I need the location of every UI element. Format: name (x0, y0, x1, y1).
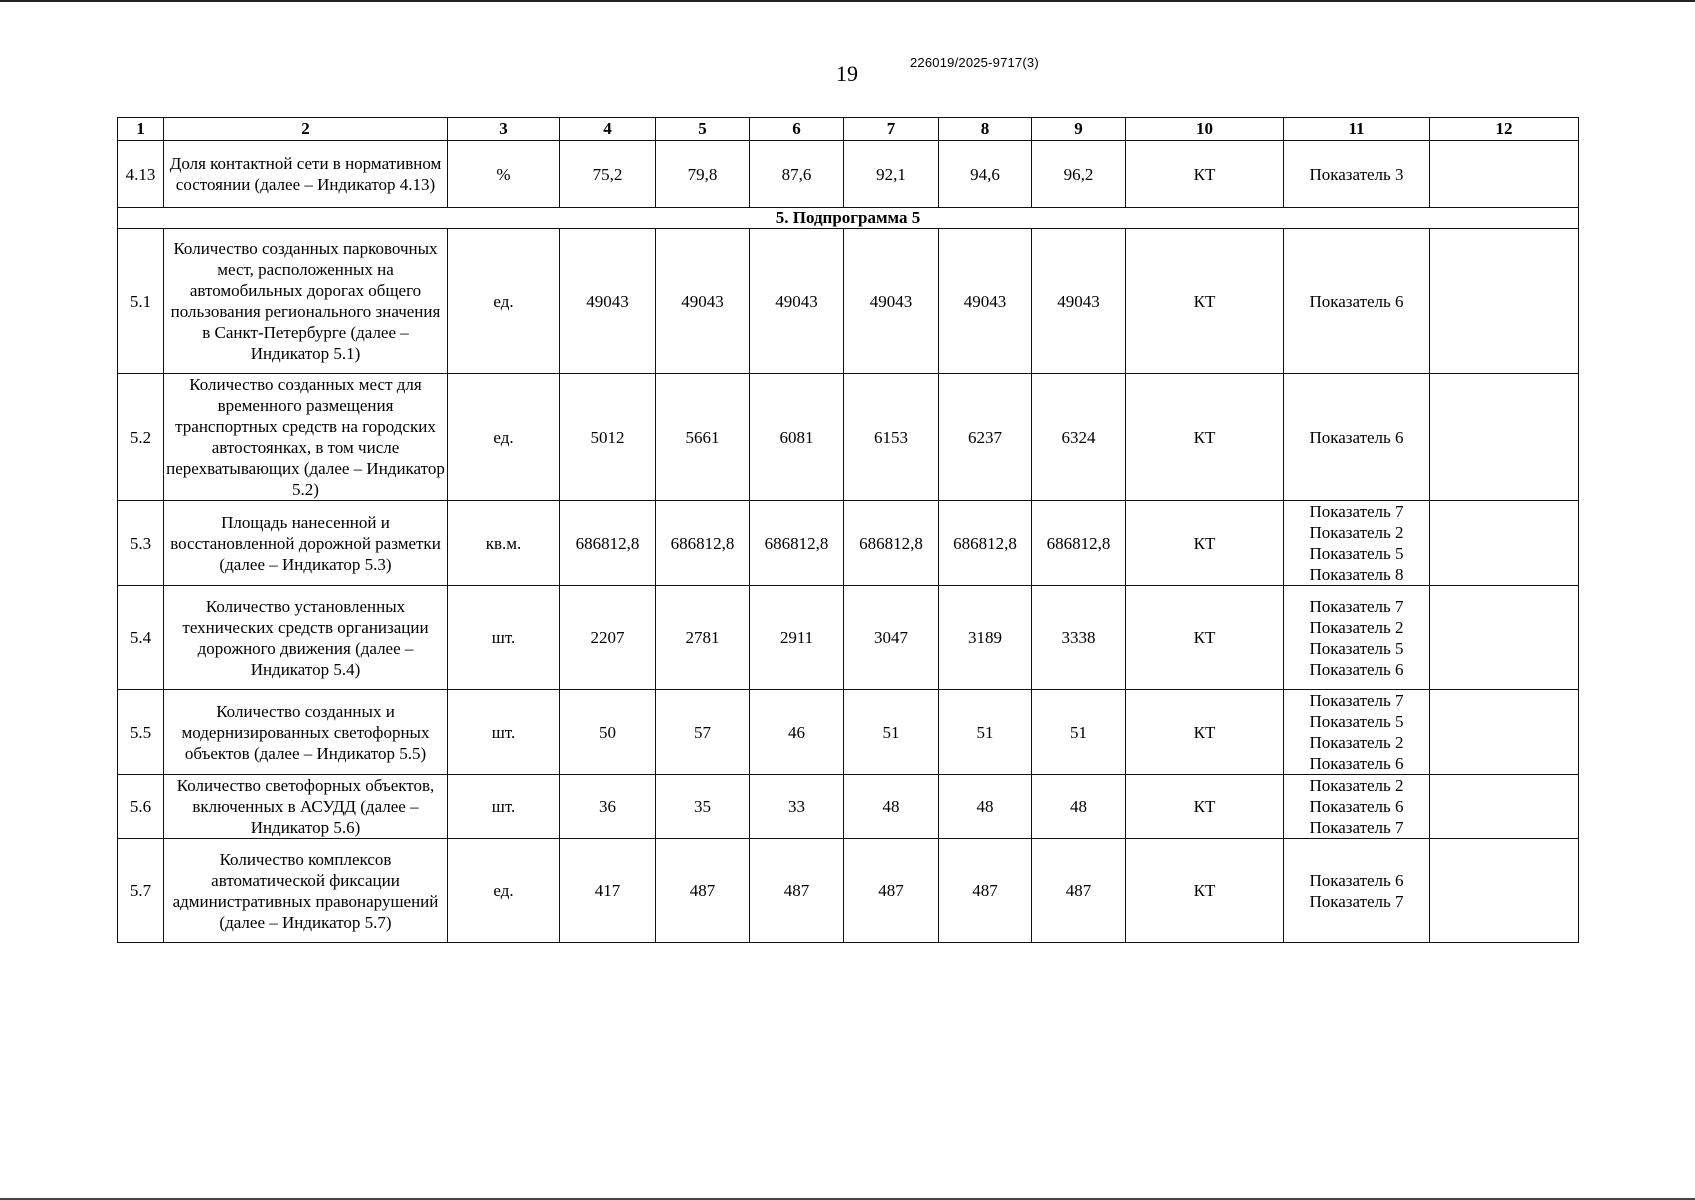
value-col-4: 75,2 (560, 141, 656, 208)
unit-of-measure: шт. (448, 775, 560, 839)
column-header-12: 12 (1430, 118, 1579, 141)
column-header-6: 6 (750, 118, 844, 141)
value-col-5: 487 (656, 839, 750, 943)
value-col-8: 48 (939, 775, 1032, 839)
linked-indicator: Показатель 5 (1309, 544, 1404, 563)
document-registration-number: 226019/2025-9717(3) (910, 55, 1039, 70)
value-col-7: 48 (844, 775, 939, 839)
value-col-6: 686812,8 (750, 501, 844, 586)
row-number: 5.4 (118, 586, 164, 690)
value-col-7: 92,1 (844, 141, 939, 208)
value-col-8: 3189 (939, 586, 1032, 690)
value-col-9: 51 (1032, 690, 1126, 775)
column-12-cell (1430, 775, 1579, 839)
indicator-type: КТ (1126, 501, 1284, 586)
section-title: 5. Подпрограмма 5 (118, 208, 1579, 229)
value-col-4: 50 (560, 690, 656, 775)
value-col-7: 487 (844, 839, 939, 943)
indicator-name: Количество установленных технических средств организации дорожного движения (далее – Индикатор 5.4) (164, 586, 448, 690)
value-col-6: 487 (750, 839, 844, 943)
value-col-4: 417 (560, 839, 656, 943)
linked-indicators (1284, 775, 1430, 839)
column-number-row (118, 118, 1579, 141)
value-col-6: 46 (750, 690, 844, 775)
linked-indicators (1284, 374, 1430, 501)
row-number: 5.5 (118, 690, 164, 775)
indicator-name: Количество созданных мест для временного размещения транспортных средств на городских автостоянках, в том числе перехватывающих (далее – Индикатор 5.2) (164, 374, 448, 501)
value-col-5: 5661 (656, 374, 750, 501)
value-col-8: 686812,8 (939, 501, 1032, 586)
column-header-5: 5 (656, 118, 750, 141)
value-col-7: 51 (844, 690, 939, 775)
section-row (118, 208, 1579, 229)
value-col-9: 48 (1032, 775, 1126, 839)
indicator-type: КТ (1126, 839, 1284, 943)
value-col-8: 49043 (939, 229, 1032, 374)
column-header-7: 7 (844, 118, 939, 141)
linked-indicator: Показатель 7 (1309, 596, 1404, 616)
value-col-9: 96,2 (1032, 141, 1126, 208)
value-col-9: 6324 (1032, 374, 1126, 501)
unit-of-measure: ед. (448, 374, 560, 501)
linked-indicators (1284, 690, 1430, 775)
table-row (118, 690, 1579, 775)
linked-indicator: Показатель 6 (1309, 797, 1404, 816)
value-col-5: 57 (656, 690, 750, 775)
value-col-5: 49043 (656, 229, 750, 374)
column-12-cell (1430, 839, 1579, 943)
column-header-9: 9 (1032, 118, 1126, 141)
indicator-type: КТ (1126, 374, 1284, 501)
indicator-type: КТ (1126, 775, 1284, 839)
indicator-type: КТ (1126, 141, 1284, 208)
table-body (118, 141, 1579, 943)
linked-indicator: Показатель 3 (1309, 164, 1404, 184)
value-col-5: 79,8 (656, 141, 750, 208)
unit-of-measure: кв.м. (448, 501, 560, 586)
row-number: 5.3 (118, 501, 164, 586)
unit-of-measure: шт. (448, 586, 560, 690)
column-header-4: 4 (560, 118, 656, 141)
column-12-cell (1430, 229, 1579, 374)
linked-indicator: Показатель 6 (1309, 870, 1404, 890)
indicator-name: Количество комплексов автоматической фиксации административных правонарушений (далее – Индикатор 5.7) (164, 839, 448, 943)
column-header-1: 1 (118, 118, 164, 141)
linked-indicators (1284, 839, 1430, 943)
value-col-5: 2781 (656, 586, 750, 690)
linked-indicator: Показатель 6 (1309, 427, 1404, 447)
value-col-7: 686812,8 (844, 501, 939, 586)
linked-indicator: Показатель 6 (1309, 659, 1404, 679)
indicator-type: КТ (1126, 690, 1284, 775)
value-col-5: 35 (656, 775, 750, 839)
indicator-name: Количество созданных и модернизированных светофорных объектов (далее – Индикатор 5.5) (164, 690, 448, 775)
unit-of-measure: % (448, 141, 560, 208)
linked-indicators (1284, 501, 1430, 586)
linked-indicator: Показатель 6 (1309, 754, 1404, 773)
linked-indicator: Показатель 5 (1309, 638, 1404, 658)
linked-indicator: Показатель 2 (1309, 523, 1404, 542)
value-col-4: 686812,8 (560, 501, 656, 586)
indicator-type: КТ (1126, 586, 1284, 690)
value-col-8: 6237 (939, 374, 1032, 501)
unit-of-measure: ед. (448, 839, 560, 943)
table-row (118, 775, 1579, 839)
indicator-name: Площадь нанесенной и восстановленной дорожной разметки (далее – Индикатор 5.3) (164, 501, 448, 586)
value-col-8: 51 (939, 690, 1032, 775)
column-header-11: 11 (1284, 118, 1430, 141)
value-col-4: 36 (560, 775, 656, 839)
value-col-8: 487 (939, 839, 1032, 943)
value-col-4: 49043 (560, 229, 656, 374)
column-12-cell (1430, 586, 1579, 690)
page-number: 19 (836, 61, 858, 86)
indicator-type: КТ (1126, 229, 1284, 374)
value-col-6: 33 (750, 775, 844, 839)
linked-indicator: Показатель 7 (1309, 691, 1404, 710)
linked-indicator: Показатель 8 (1309, 565, 1404, 584)
table-row (118, 586, 1579, 690)
value-col-7: 6153 (844, 374, 939, 501)
value-col-9: 686812,8 (1032, 501, 1126, 586)
value-col-7: 3047 (844, 586, 939, 690)
linked-indicator: Показатель 2 (1309, 617, 1404, 637)
row-number: 4.13 (118, 141, 164, 208)
column-header-8: 8 (939, 118, 1032, 141)
indicator-name: Количество созданных парковочных мест, расположенных на автомобильных дорогах общего пользования регионального значения в Санкт-Петербурге (далее – Индикатор 5.1) (164, 229, 448, 374)
column-header-10: 10 (1126, 118, 1284, 141)
column-12-cell (1430, 501, 1579, 586)
linked-indicator: Показатель 7 (1309, 891, 1404, 911)
value-col-9: 3338 (1032, 586, 1126, 690)
column-12-cell (1430, 690, 1579, 775)
unit-of-measure: ед. (448, 229, 560, 374)
value-col-6: 2911 (750, 586, 844, 690)
table-row (118, 501, 1579, 586)
linked-indicators (1284, 229, 1430, 374)
indicator-name: Количество светофорных объектов, включенных в АСУДД (далее – Индикатор 5.6) (164, 775, 448, 839)
value-col-8: 94,6 (939, 141, 1032, 208)
row-number: 5.7 (118, 839, 164, 943)
linked-indicators (1284, 141, 1430, 208)
row-number: 5.2 (118, 374, 164, 501)
linked-indicator: Показатель 5 (1309, 712, 1404, 731)
value-col-4: 2207 (560, 586, 656, 690)
linked-indicator: Показатель 7 (1309, 502, 1404, 521)
linked-indicator: Показатель 6 (1309, 291, 1404, 311)
linked-indicator: Показатель 2 (1309, 776, 1404, 795)
linked-indicator: Показатель 2 (1309, 733, 1404, 752)
value-col-6: 49043 (750, 229, 844, 374)
value-col-7: 49043 (844, 229, 939, 374)
scan-top-edge (0, 0, 1695, 2)
column-12-cell (1430, 374, 1579, 501)
row-number: 5.1 (118, 229, 164, 374)
table-row (118, 839, 1579, 943)
value-col-9: 49043 (1032, 229, 1126, 374)
linked-indicator: Показатель 7 (1309, 818, 1404, 837)
value-col-5: 686812,8 (656, 501, 750, 586)
indicators-table (117, 117, 1579, 943)
table-row (118, 229, 1579, 374)
table-header (118, 118, 1579, 141)
column-12-cell (1430, 141, 1579, 208)
column-header-3: 3 (448, 118, 560, 141)
value-col-4: 5012 (560, 374, 656, 501)
value-col-9: 487 (1032, 839, 1126, 943)
indicator-name: Доля контактной сети в нормативном состоянии (далее – Индикатор 4.13) (164, 141, 448, 208)
linked-indicators (1284, 586, 1430, 690)
value-col-6: 6081 (750, 374, 844, 501)
row-number: 5.6 (118, 775, 164, 839)
unit-of-measure: шт. (448, 690, 560, 775)
table-row (118, 374, 1579, 501)
column-header-2: 2 (164, 118, 448, 141)
table-row (118, 141, 1579, 208)
value-col-6: 87,6 (750, 141, 844, 208)
